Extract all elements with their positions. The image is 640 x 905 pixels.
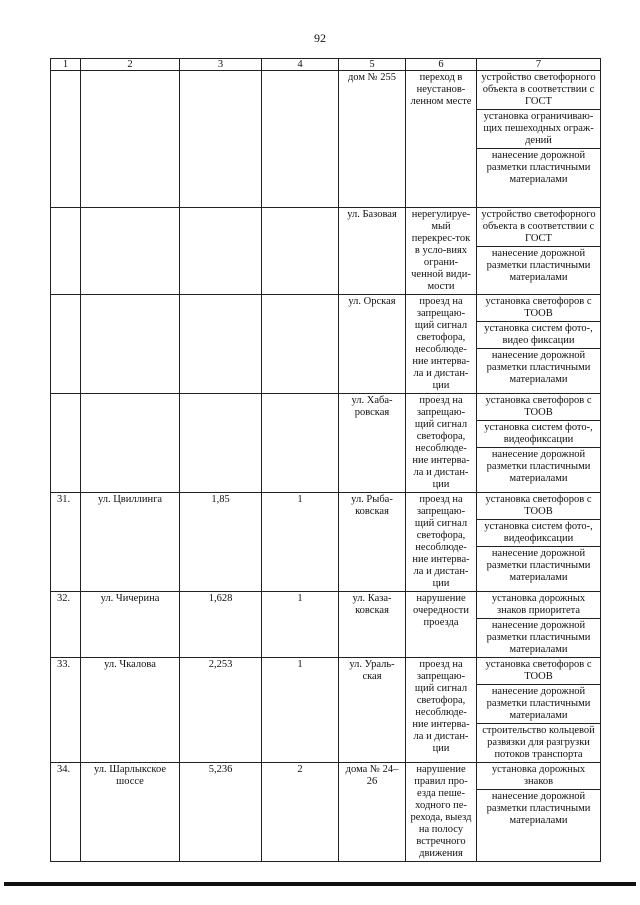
violation-type: переход в неустанов-ленном месте bbox=[406, 71, 477, 208]
measure-item: нанесение дорожной разметки пластичными материалами bbox=[486, 248, 591, 283]
page-number: 92 bbox=[314, 31, 326, 45]
accident-count: 1 bbox=[262, 592, 339, 658]
column-header: 4 bbox=[262, 59, 339, 71]
accident-count: 1 bbox=[262, 658, 339, 763]
measures-cell bbox=[477, 71, 601, 208]
street-name bbox=[81, 295, 180, 394]
street-name: ул. Чичерина bbox=[81, 592, 180, 658]
table-row bbox=[51, 493, 601, 592]
row-number bbox=[51, 71, 81, 208]
measures-cell bbox=[477, 592, 601, 658]
violation-type: нарушение очередности проезда bbox=[406, 592, 477, 658]
row-number: 31. bbox=[51, 493, 81, 592]
accident-location: ул. Каза-ковская bbox=[339, 592, 406, 658]
road-length bbox=[180, 394, 262, 493]
road-length bbox=[180, 208, 262, 295]
table-row bbox=[51, 592, 601, 658]
measure-item: установка систем фото-, видеофиксации bbox=[477, 520, 600, 547]
row-number bbox=[51, 295, 81, 394]
measures-cell bbox=[477, 295, 601, 394]
measures-cell bbox=[477, 493, 601, 592]
header-row bbox=[51, 59, 601, 71]
street-name: ул. Шарлыкское шоссе bbox=[81, 763, 180, 862]
street-name: ул. Цвиллинга bbox=[81, 493, 180, 592]
row-number: 33. bbox=[51, 658, 81, 763]
measure-item: установка светофоров с ТООВ bbox=[477, 658, 600, 685]
measure-item: нанесение дорожной разметки пластичными материалами bbox=[477, 685, 600, 724]
table-row bbox=[51, 71, 601, 208]
column-header: 2 bbox=[81, 59, 180, 71]
measure-item: установка светофоров с ТООВ bbox=[477, 394, 600, 421]
table-row bbox=[51, 295, 601, 394]
measure-item: нанесение дорожной разметки пластичными материалами bbox=[486, 620, 591, 655]
street-name: ул. Чкалова bbox=[81, 658, 180, 763]
accident-count: 1 bbox=[262, 493, 339, 592]
measure-item: нанесение дорожной разметки пластичными материалами bbox=[486, 548, 591, 583]
measure-item: строительство кольцевой развязки для разгрузки потоков транспорта bbox=[482, 725, 595, 760]
accident-location: дом № 255 bbox=[339, 71, 406, 208]
table-row bbox=[51, 208, 601, 295]
column-header: 7 bbox=[477, 59, 601, 71]
measure-item: установка систем фото-, видеофиксации bbox=[477, 421, 600, 448]
violation-type: нерегулируе-мый перекрес-ток в усло-виях ограни-ченной види-мости bbox=[406, 208, 477, 295]
accident-location: ул. Базовая bbox=[339, 208, 406, 295]
bottom-rule bbox=[4, 882, 636, 886]
measure-item: нанесение дорожной разметки пластичными материалами bbox=[486, 150, 591, 185]
street-name bbox=[81, 394, 180, 493]
table-row bbox=[51, 658, 601, 763]
road-length: 5,236 bbox=[180, 763, 262, 862]
measure-item: установка дорожных знаков bbox=[477, 763, 600, 790]
measure-item: установка дорожных знаков приоритета bbox=[477, 592, 600, 619]
accident-location: ул. Ураль-ская bbox=[339, 658, 406, 763]
measure-item: нанесение дорожной разметки пластичными материалами bbox=[486, 350, 591, 385]
road-length: 1,85 bbox=[180, 493, 262, 592]
column-header: 6 bbox=[406, 59, 477, 71]
row-number bbox=[51, 394, 81, 493]
column-header: 3 bbox=[180, 59, 262, 71]
measure-item: установка светофоров с ТООВ bbox=[477, 295, 600, 322]
street-name bbox=[81, 208, 180, 295]
street-name bbox=[81, 71, 180, 208]
accident-location: ул. Хаба-ровская bbox=[339, 394, 406, 493]
measures-cell bbox=[477, 394, 601, 493]
violation-type: проезд на запрещаю-щий сигнал светофора, несоблюде-ние интерва-ла и дистан-ции bbox=[406, 658, 477, 763]
table-row bbox=[51, 394, 601, 493]
road-length bbox=[180, 71, 262, 208]
row-number: 34. bbox=[51, 763, 81, 862]
accident-count bbox=[262, 208, 339, 295]
accident-count bbox=[262, 295, 339, 394]
measure-item: устройство светофорного объекта в соответствии с ГОСТ bbox=[477, 71, 600, 110]
measures-cell bbox=[477, 658, 601, 763]
accident-location: ул. Орская bbox=[339, 295, 406, 394]
accident-count: 2 bbox=[262, 763, 339, 862]
road-length bbox=[180, 295, 262, 394]
measure-item: установка систем фото-, видео фиксации bbox=[477, 322, 600, 349]
accident-location: дома № 24–26 bbox=[339, 763, 406, 862]
measure-item: установка светофоров с ТООВ bbox=[477, 493, 600, 520]
measures-cell bbox=[477, 763, 601, 862]
accident-count bbox=[262, 394, 339, 493]
column-header: 1 bbox=[51, 59, 81, 71]
violation-type: проезд на запрещаю-щий сигнал светофора, несоблюде-ние интерва-ла и дистан-ции bbox=[406, 493, 477, 592]
row-number bbox=[51, 208, 81, 295]
table-row bbox=[51, 763, 601, 862]
measure-item: нанесение дорожной разметки пластичными материалами bbox=[486, 449, 591, 484]
accident-location: ул. Рыба-ковская bbox=[339, 493, 406, 592]
measures-cell bbox=[477, 208, 601, 295]
accident-count bbox=[262, 71, 339, 208]
measure-item: устройство светофорного объекта в соответствии с ГОСТ bbox=[477, 208, 600, 247]
column-header: 5 bbox=[339, 59, 406, 71]
road-length: 2,253 bbox=[180, 658, 262, 763]
measure-item: установка ограничиваю-щих пешеходных ограж-дений bbox=[477, 110, 600, 149]
measures-table bbox=[50, 58, 601, 862]
row-number: 32. bbox=[51, 592, 81, 658]
road-length: 1,628 bbox=[180, 592, 262, 658]
violation-type: нарушение правил про-езда пеше-ходного пе-рехода, выезд на полосу встречного движения bbox=[406, 763, 477, 862]
violation-type: проезд на запрещаю-щий сигнал светофора, несоблюде-ние интерва-ла и дистан-ции bbox=[406, 295, 477, 394]
measure-item: нанесение дорожной разметки пластичными материалами bbox=[486, 791, 591, 826]
violation-type: проезд на запрещаю-щий сигнал светофора, несоблюде-ние интерва-ла и дистан-ции bbox=[406, 394, 477, 493]
